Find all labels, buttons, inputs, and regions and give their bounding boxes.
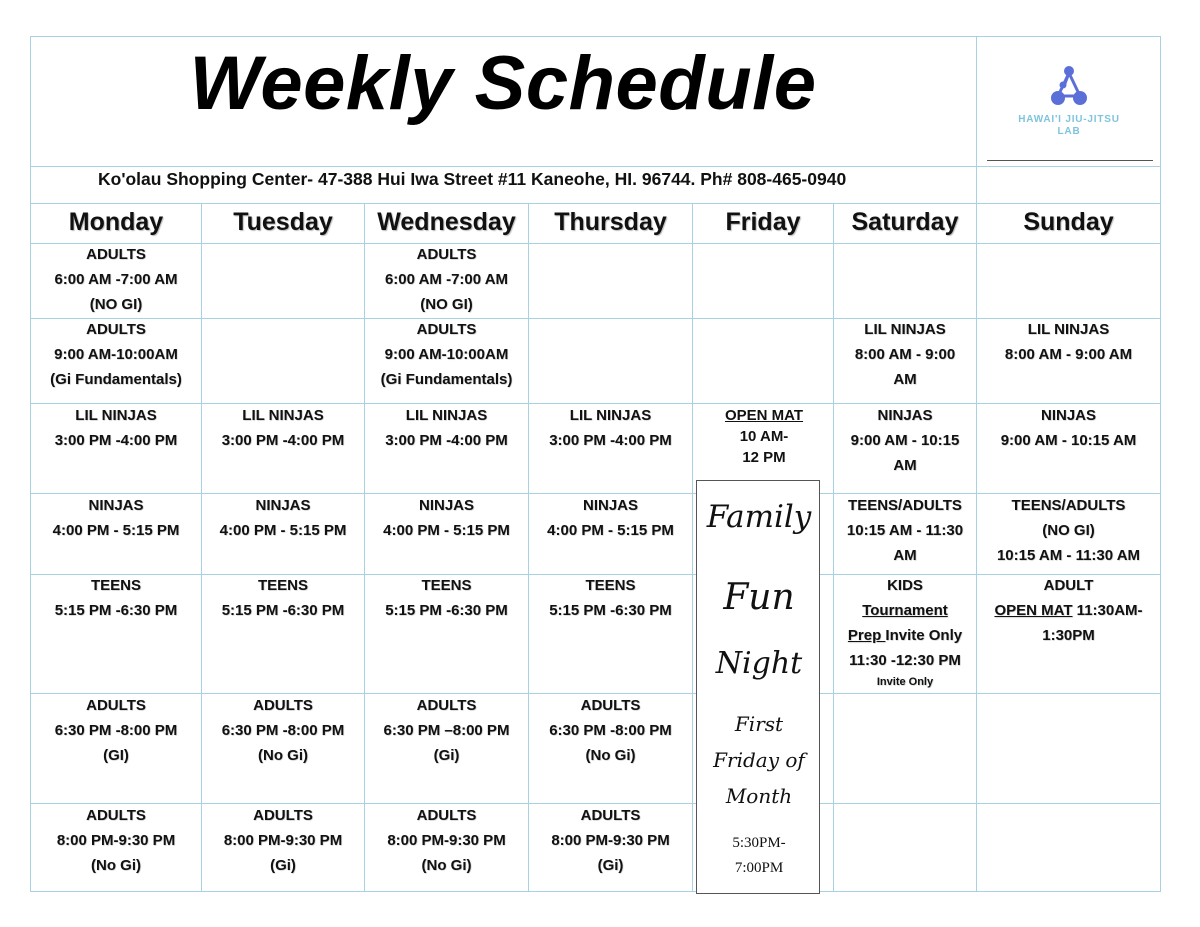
- class-note: (Gi Fundamentals): [50, 371, 182, 388]
- class-name: TEENS: [585, 577, 636, 594]
- class-note: (No Gi): [421, 857, 472, 874]
- class-name: TEENS: [421, 577, 472, 594]
- family-fun-night-box: [696, 480, 820, 894]
- open-mat-end: 12 PM: [742, 449, 786, 466]
- class-cell: [365, 573, 528, 623]
- class-cell: [834, 317, 976, 392]
- class-name: ADULTS: [253, 697, 313, 714]
- class-time: 4:00 PM - 5:15 PM: [219, 522, 347, 539]
- class-cell: [529, 493, 692, 543]
- class-cell: [31, 317, 201, 392]
- class-cell: [31, 573, 201, 623]
- night-word: Night: [715, 646, 803, 681]
- class-name: NINJAS: [255, 497, 311, 514]
- family-word: Family: [706, 499, 812, 535]
- page-title: Weekly Schedule: [189, 41, 817, 126]
- class-time-cont: AM: [893, 457, 917, 474]
- class-cell: [31, 803, 201, 878]
- class-time: 6:00 AM -7:00 AM: [54, 271, 178, 288]
- class-time: 8:00 AM - 9:00 AM: [1004, 346, 1133, 363]
- class-time: 6:00 AM -7:00 AM: [384, 271, 509, 288]
- class-cell: [31, 403, 201, 453]
- class-time: 10:15 AM - 11:30 AM: [996, 547, 1141, 564]
- class-time: 3:00 PM -4:00 PM: [221, 432, 345, 449]
- class-note: (NO GI): [1042, 522, 1095, 539]
- class-cell: [529, 403, 692, 453]
- class-time: 8:00 AM - 9:00: [854, 346, 956, 363]
- class-time: 3:00 PM -4:00 PM: [54, 432, 178, 449]
- day-header-monday: Monday: [68, 208, 164, 236]
- day-header-sunday: Sunday: [1023, 208, 1114, 236]
- class-cell: [529, 803, 692, 878]
- day-header-wednesday: Wednesday: [377, 208, 516, 236]
- class-name: ADULT: [1043, 577, 1094, 594]
- class-time: 8:00 PM-9:30 PM: [56, 832, 176, 849]
- class-name: ADULTS: [86, 807, 146, 824]
- open-mat-label: OPEN MAT: [724, 407, 804, 424]
- class-name: TEENS/ADULTS: [848, 497, 962, 514]
- open-mat-block: [696, 405, 832, 468]
- class-name: ADULTS: [86, 697, 146, 714]
- class-note: (Gi): [597, 857, 624, 874]
- class-cell: [365, 242, 528, 317]
- class-time: 8:00 PM-9:30 PM: [551, 832, 670, 849]
- class-time-cont: 1:30PM: [1042, 627, 1095, 644]
- logo-underline: [987, 160, 1153, 161]
- class-cell: [365, 493, 528, 543]
- class-name: LIL NINJAS: [405, 407, 488, 424]
- class-time: 5:15 PM -6:30 PM: [385, 602, 508, 619]
- invite-label: Invite Only: [885, 627, 963, 644]
- class-cell: [529, 573, 692, 623]
- class-name: TEENS: [257, 577, 308, 594]
- class-cell: [834, 403, 976, 478]
- class-note: Invite Only: [876, 676, 934, 688]
- class-time: 8:00 PM-9:30 PM: [223, 832, 343, 849]
- class-name: NINJAS: [582, 497, 638, 514]
- day-header-tuesday: Tuesday: [233, 208, 333, 236]
- class-time: 9:00 AM-10:00AM: [384, 346, 509, 363]
- class-cell: [202, 403, 364, 453]
- family-time-end: 7:00PM: [734, 860, 784, 876]
- class-name: ADULTS: [416, 697, 477, 714]
- class-name: NINJAS: [418, 497, 474, 514]
- class-time: 3:00 PM -4:00 PM: [385, 432, 508, 449]
- class-cell: [977, 493, 1160, 568]
- class-time: 6:30 PM -8:00 PM: [221, 722, 345, 739]
- class-name: LIL NINJAS: [864, 321, 946, 338]
- class-time: 4:00 PM - 5:15 PM: [383, 522, 510, 539]
- class-name: TEENS/ADULTS: [1011, 497, 1126, 514]
- day-header-saturday: Saturday: [851, 208, 959, 236]
- family-time-start: 5:30PM-: [732, 835, 786, 851]
- class-time: 10:15 AM - 11:30: [846, 522, 964, 539]
- prep-invite-line: [834, 623, 976, 648]
- class-time: 5:15 PM -6:30 PM: [221, 602, 345, 619]
- class-time-cont: AM: [893, 371, 917, 388]
- open-mat-label: OPEN MAT: [994, 602, 1073, 619]
- class-cell: [365, 693, 528, 768]
- class-time: 6:30 PM –8:00 PM: [383, 722, 510, 739]
- class-time: 5:15 PM -6:30 PM: [54, 602, 178, 619]
- class-cell: [977, 317, 1160, 367]
- class-time-cont: AM: [893, 547, 917, 564]
- day-header-friday: Friday: [725, 208, 801, 236]
- class-note: (Gi): [433, 747, 460, 764]
- class-time: 11:30 -12:30 PM: [849, 652, 961, 669]
- class-name: ADULTS: [416, 246, 477, 263]
- class-note: (GI): [103, 747, 129, 764]
- class-note: (No Gi): [91, 857, 141, 874]
- class-time: 6:30 PM -8:00 PM: [549, 722, 672, 739]
- class-name: TEENS: [90, 577, 141, 594]
- class-note: (Gi Fundamentals): [380, 371, 513, 388]
- logo-line-1: HAWAI'I JIU-JITSU: [1018, 114, 1120, 125]
- class-note: (No Gi): [585, 747, 636, 764]
- class-cell: [202, 493, 364, 543]
- open-mat-line: [977, 598, 1160, 623]
- class-note: (No Gi): [258, 747, 308, 764]
- logo: [978, 38, 1160, 166]
- class-cell: [365, 803, 528, 878]
- class-name: ADULTS: [416, 807, 477, 824]
- class-name: KIDS: [887, 577, 923, 594]
- class-note: (NO GI): [89, 296, 143, 313]
- fun-word: Fun: [723, 577, 795, 618]
- tournament-label: Tournament: [862, 602, 948, 619]
- class-name: NINJAS: [1040, 407, 1096, 424]
- class-cell: [365, 403, 528, 453]
- logo-line-2: LAB: [1057, 126, 1081, 137]
- class-time: 4:00 PM - 5:15 PM: [52, 522, 180, 539]
- class-time: 3:00 PM -4:00 PM: [549, 432, 672, 449]
- class-name: ADULTS: [253, 807, 313, 824]
- class-name: ADULTS: [580, 697, 641, 714]
- class-name: ADULTS: [86, 321, 146, 338]
- class-name: ADULTS: [86, 246, 146, 263]
- class-name: ADULTS: [580, 807, 641, 824]
- class-name: LIL NINJAS: [75, 407, 157, 424]
- class-time: 9:00 AM - 10:15 AM: [1000, 432, 1137, 449]
- class-time: 8:00 PM-9:30 PM: [387, 832, 506, 849]
- class-note: (NO GI): [420, 296, 473, 313]
- class-time: 9:00 AM-10:00AM: [54, 346, 178, 363]
- class-cell: [977, 573, 1160, 648]
- class-time: 4:00 PM - 5:15 PM: [547, 522, 674, 539]
- prep-label: Prep: [847, 627, 886, 644]
- class-cell: [365, 317, 528, 392]
- first-line: First: [734, 712, 784, 736]
- class-name: LIL NINJAS: [569, 407, 652, 424]
- class-time: 5:15 PM -6:30 PM: [549, 602, 672, 619]
- class-name: LIL NINJAS: [1027, 321, 1110, 338]
- class-time: 6:30 PM -8:00 PM: [54, 722, 178, 739]
- class-time: 11:30AM-: [1072, 602, 1143, 619]
- class-cell: [529, 693, 692, 768]
- class-cell: [31, 493, 201, 543]
- open-mat-start: 10 AM-: [739, 428, 789, 445]
- friday-of-line: Friday of: [713, 748, 805, 772]
- class-cell: [202, 573, 364, 623]
- class-cell: [31, 242, 201, 317]
- month-line: Month: [725, 784, 793, 808]
- class-name: NINJAS: [88, 497, 144, 514]
- class-note: (Gi): [270, 857, 296, 874]
- class-cell: [31, 693, 201, 768]
- class-name: NINJAS: [877, 407, 933, 424]
- class-time: 9:00 AM - 10:15: [850, 432, 960, 449]
- class-name: ADULTS: [416, 321, 477, 338]
- class-cell: [202, 693, 364, 768]
- day-header-thursday: Thursday: [554, 208, 667, 236]
- class-cell: [202, 803, 364, 878]
- class-cell: [834, 573, 976, 691]
- address-line: Ko'olau Shopping Center- 47-388 Hui Iwa Street #11 Kaneohe, HI. 96744. Ph# 808-465-0940: [98, 169, 847, 189]
- class-name: LIL NINJAS: [242, 407, 324, 424]
- class-cell: [834, 493, 976, 568]
- class-cell: [977, 403, 1160, 453]
